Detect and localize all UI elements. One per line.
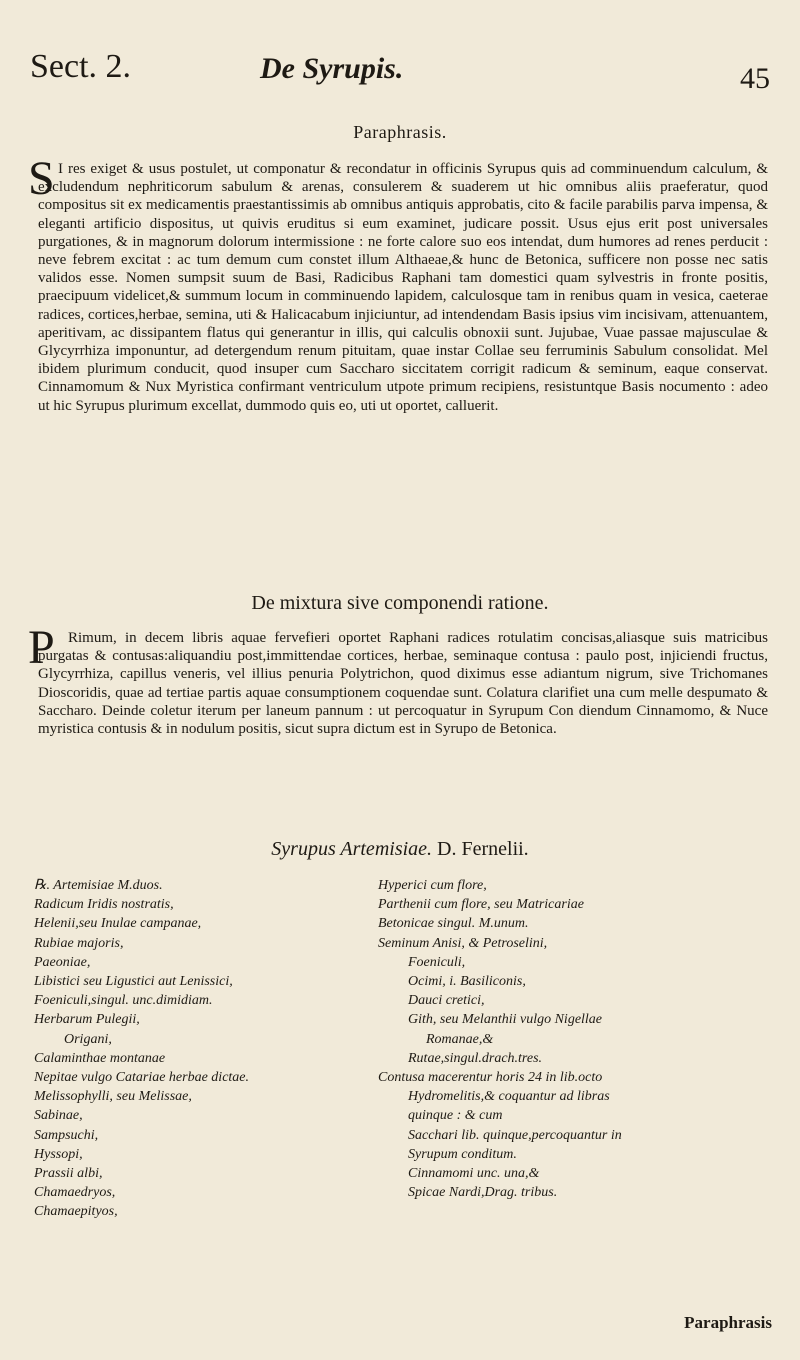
recipe-line: Nepitae vulgo Catariae herbae dictae. [34, 1070, 250, 1086]
recipe-line: Calaminthae montanae [34, 1050, 166, 1066]
recipe-line: Parthenii cum flore, seu Matricariae [378, 897, 584, 913]
recipe-left-column [34, 876, 379, 1222]
catchword: Paraphrasis [684, 1313, 772, 1332]
recipe-line: Seminum Anisi, & Petroselini, [378, 935, 548, 951]
recipe-line: Radicum Iridis nostratis, [34, 897, 174, 913]
recipe-title-italic: Syrupus Artemisiae. [271, 838, 433, 860]
recipe-line: Contusa macerentur horis 24 in lib.octo [378, 1070, 603, 1086]
recipe-line: Paeoniae, [34, 954, 91, 970]
recipe-line: Herbarum Pulegii, [34, 1012, 140, 1028]
recipe-line: Cinnamomi unc. una,& [408, 1166, 540, 1182]
paraphrasis-paragraph: I res exiget & usus postulet, ut componatur & recondatur in officinis Syrupus quis ad comminuendum calculum, & excludendum nephriticorum sabulum & arenas, consulerem & suaderem ut hic omnibus aliis praeferatur, quod compositus sit ex medicamentis praestantissimis ab omnibus antiquis approbatis, cito & facile parabilis parva impensa, & eleganti artificio dispositus, ut quivis eruditus si eum examinet, judicare possit. Usus ejus erit post universales purgationes, & in magnorum dolorum intermissione : ne forte calore suo eos intendat, dum humores ad renes perducit : neve febrem excitat : ac tum demum cum constet illum Althaeae,& hunc de Betonica, sufficere non posse nec satis validos esse. Nomen sumpsit suum de Basi, Radicibus Raphani tam domestici quam sylvestris in fronte positis, praecipuum videlicet,& summum locum in comminuendo lapidem, calculosque tam in renibus quam in vesica, caeterae radices, cortices,herbae, semina, uti & Halicacabum injiciuntur, ad intendendam Basis ipsius vim incisivam, attenuantem, aperitivam, ac dissipantem flatus qui generantur in illis, qui calculis obnoxii sunt. Jujubae, Vuae passae majusculae & Glycyrrhiza imponuntur, ad detergendum renum pituitam, quae instar Collae seu ferruminis Sabulum consolidat. Mel ibidem plurimum conducit, quod insuper cum Saccharo siccitatem corrigit radicum & seminum, eaque conservat. Cinnamomum & Nux Myristica confirmant ventriculum utpote primum recipiens, resistuntque Basis nocumento : adeo ut hic Syrupus plurimum excellat, dummodo quis eo, uti ut oportet, calluerit. [38, 161, 768, 414]
recipe-line: Sabinae, [34, 1108, 83, 1124]
recipe-line: Helenii,seu Inulae campanae, [34, 916, 202, 932]
running-title: De Syrupis. [260, 52, 404, 85]
recipe-line: Spicae Nardi,Drag. tribus. [408, 1185, 558, 1201]
recipe-line: Romanae,& [426, 1031, 494, 1047]
recipe-line: Betonicae singul. M.unum. [378, 916, 529, 932]
recipe-line: Sampsuchi, [34, 1127, 99, 1143]
recipe-line: ℞. Artemisiae M.duos. [34, 878, 163, 893]
dropcap-p: P [28, 621, 55, 674]
recipe-line: Dauci cretici, [408, 993, 485, 1009]
recipe-heading [0, 838, 800, 861]
recipe-title-roman: D. Fernelii. [437, 838, 529, 860]
recipe-line: Rutae,singul.drach.tres. [408, 1050, 543, 1066]
recipe-line: Foeniculi, [408, 954, 466, 970]
dropcap-s: S [28, 152, 55, 205]
page-number: 45 [740, 62, 770, 95]
recipe-line: Chamaedryos, [34, 1185, 116, 1201]
recipe-line: Hyperici cum flore, [378, 878, 487, 893]
recipe-line: quinque : & cum [408, 1108, 503, 1124]
recipe-line: Origani, [64, 1031, 112, 1047]
recipe-line: Melissophylli, seu Melissae, [34, 1089, 192, 1105]
recipe-line: Foeniculi,singul. unc.dimidiam. [34, 993, 213, 1009]
recipe-line: Hydromelitis,& coquantur ad libras [408, 1089, 610, 1105]
mixtura-paragraph: Rimum, in decem libris aquae fervefieri oportet Raphani radices rotulatim concisas,aliasque suis matricibus purgatas & contusas:aliquandiu post,immittendae cortices, herbae, seminaque contusa : paulo post, injiciendi fructus, Glycyrrhiza, capillus veneris, vel illius penuria Polytrichon, quod diximus esse adiantum nigrum, sive Trichomanes Dioscoridis, quae ad tertiae partis aquae consumptionem coquendae sunt. Colatura clarifiet una cum melle despumato & Saccharo. Deinde coletur iterum per laneum pannum : ut percoquatur in Syrupum Con diendum Cinnamomo, & Nuce myristica contusis & in nodulum positis, sicut supra dictum est in Syrupo de Betonica. [38, 630, 768, 738]
recipe-line: Sacchari lib. quinque,percoquantur in [408, 1127, 622, 1143]
mixtura-heading: De mixtura sive componendi ratione. [251, 592, 549, 614]
recipe-line: Syrupum conditum. [408, 1146, 517, 1162]
running-header [30, 48, 770, 108]
section-label: Sect. 2. [30, 48, 132, 85]
recipe-line: Prassii albi, [34, 1166, 103, 1182]
recipe-right-column [378, 876, 773, 1202]
paraphrasis-heading: Paraphrasis. [353, 122, 447, 142]
recipe-line: Gith, seu Melanthii vulgo Nigellae [408, 1012, 603, 1028]
recipe-line: Libistici seu Ligustici aut Lenissici, [34, 974, 233, 990]
recipe-line: Chamaepityos, [34, 1204, 118, 1220]
recipe-line: Rubiae majoris, [34, 935, 124, 951]
recipe-line: Ocimi, i. Basiliconis, [408, 974, 526, 990]
recipe-line: Hyssopi, [34, 1146, 83, 1162]
